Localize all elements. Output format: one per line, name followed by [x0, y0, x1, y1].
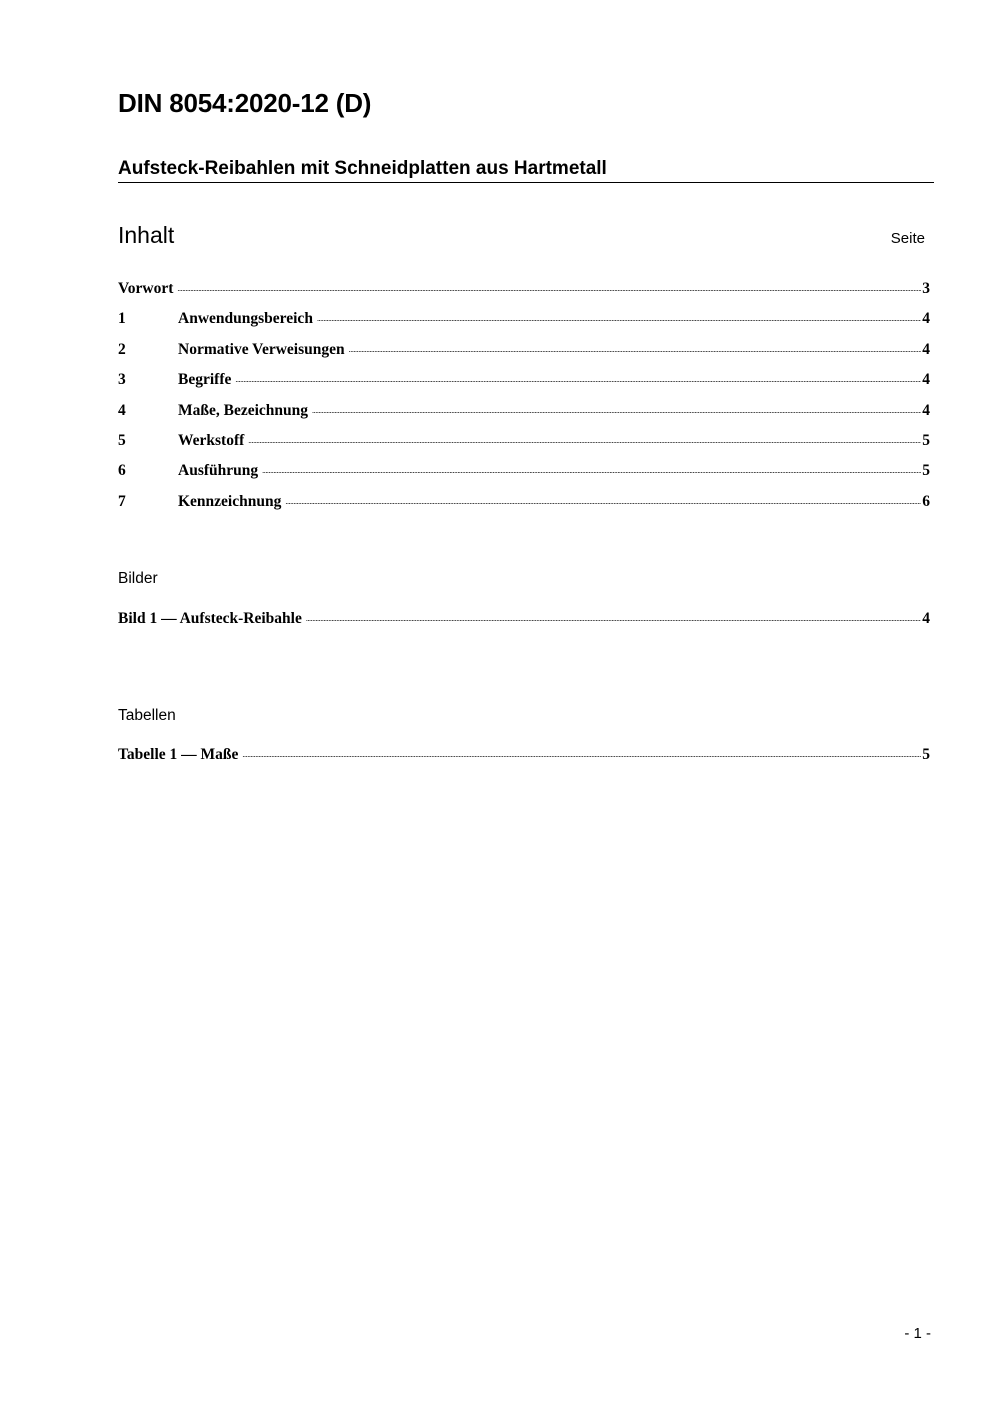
toc-list — [118, 280, 930, 523]
figure-entry[interactable] — [118, 610, 930, 640]
toc-entry-kennzeichnung[interactable] — [118, 493, 930, 523]
toc-entry-number: 2 — [118, 340, 126, 358]
toc-entry-number: 3 — [118, 371, 126, 389]
toc-entry-page: 5 — [922, 462, 930, 480]
figure-entry-label: Bild 1 — Aufsteck-Reibahle — [118, 610, 302, 627]
toc-heading: Inhalt — [118, 222, 175, 248]
table-list — [118, 746, 930, 776]
dot-leader — [235, 375, 921, 384]
toc-entry-label: Werkstoff — [178, 431, 245, 449]
toc-entry-page: 4 — [922, 371, 930, 389]
toc-entry-page: 3 — [922, 280, 930, 297]
toc-entry-label: Anwendungsbereich — [178, 310, 313, 328]
figures-heading: Bilder — [118, 570, 158, 587]
toc-entry-label: Begriffe — [178, 371, 232, 389]
dot-leader — [242, 750, 921, 759]
toc-entry-number: 5 — [118, 431, 126, 449]
toc-entry-page: 6 — [922, 492, 930, 510]
dot-leader — [177, 284, 921, 293]
table-entry-page: 5 — [922, 746, 930, 763]
dot-leader — [312, 406, 921, 415]
figure-entry-page: 4 — [922, 610, 930, 627]
dot-leader — [349, 345, 922, 354]
toc-entry-label: Ausführung — [178, 462, 259, 480]
toc-entry-label: Vorwort — [118, 280, 174, 297]
tables-heading: Tabellen — [118, 707, 176, 724]
toc-entry-vorwort[interactable] — [118, 280, 930, 310]
toc-page-column-heading: Seite — [890, 230, 925, 247]
toc-entry-label: Maße, Bezeichnung — [178, 401, 309, 419]
table-entry[interactable] — [118, 746, 930, 776]
toc-entry-werkstoff[interactable] — [118, 432, 930, 462]
toc-entry-begriffe[interactable] — [118, 371, 930, 401]
toc-entry-number: 6 — [118, 462, 126, 480]
toc-entry-page: 4 — [922, 340, 930, 358]
document-number: DIN 8054:2020-12 (D) — [118, 88, 372, 118]
toc-entry-page: 4 — [922, 401, 930, 419]
toc-entry-masse-bezeichnung[interactable] — [118, 402, 930, 432]
dot-leader — [285, 497, 921, 506]
toc-entry-label: Kennzeichnung — [178, 492, 282, 510]
toc-entry-ausfuehrung[interactable] — [118, 462, 930, 492]
document-subtitle: Aufsteck-Reibahlen mit Schneidplatten aus Hartmetall — [118, 158, 934, 183]
toc-entry-label: Normative Verweisungen — [178, 340, 345, 358]
dot-leader — [317, 314, 921, 323]
toc-entry-number: 4 — [118, 401, 126, 419]
toc-entry-page: 5 — [922, 431, 930, 449]
page-number: - 1 - — [904, 1325, 931, 1342]
toc-entry-page: 4 — [922, 310, 930, 328]
dot-leader — [262, 466, 921, 475]
toc-entry-normative-verweisungen[interactable] — [118, 341, 930, 371]
toc-entry-anwendungsbereich[interactable] — [118, 310, 930, 340]
figure-list — [118, 610, 930, 640]
toc-entry-number: 1 — [118, 310, 126, 328]
dot-leader — [306, 614, 921, 623]
toc-entry-number: 7 — [118, 492, 126, 510]
dot-leader — [248, 436, 921, 445]
table-entry-label: Tabelle 1 — Maße — [118, 746, 239, 763]
